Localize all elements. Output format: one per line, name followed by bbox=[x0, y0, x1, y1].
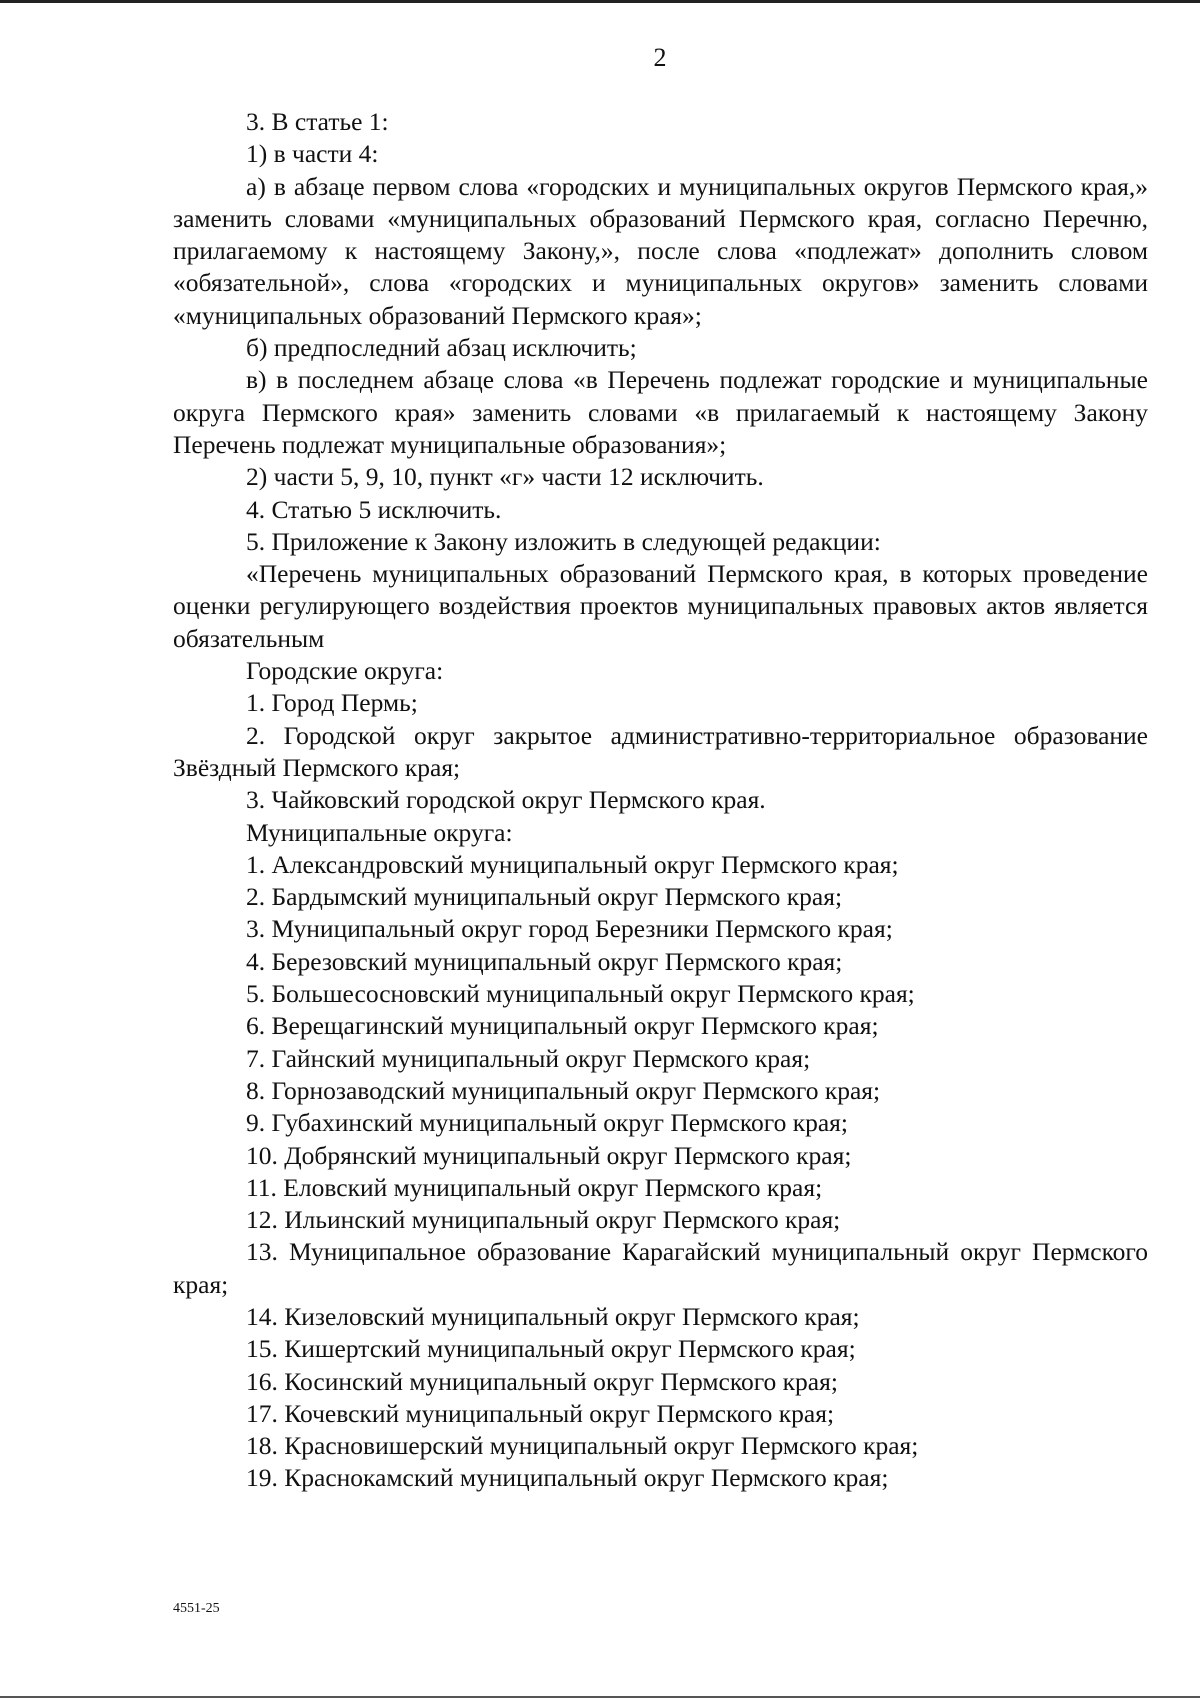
paragraph: 4. Статью 5 исключить. bbox=[246, 494, 502, 524]
list-item: 9. Губахинский муниципальный округ Пермского края; bbox=[246, 1108, 848, 1138]
list-item: 3. Муниципальный округ город Березники Пермского края; bbox=[246, 914, 893, 944]
list-item: 6. Верещагинский муниципальный округ Пермского края; bbox=[246, 1011, 879, 1041]
list-item: 13. Муниципальное образование Карагайский муниципальный округ Пермского края; bbox=[173, 1237, 1148, 1299]
list-item: 18. Красновишерский муниципальный округ Пермского края; bbox=[246, 1431, 919, 1461]
document-body bbox=[173, 106, 1148, 1495]
list-item: 2. Бардымский муниципальный округ Пермского края; bbox=[246, 882, 843, 912]
list-item: 12. Ильинский муниципальный округ Пермского края; bbox=[246, 1205, 841, 1235]
list-item: 1. Город Пермь; bbox=[246, 688, 418, 718]
paragraph: 2) части 5, 9, 10, пункт «г» части 12 исключить. bbox=[246, 462, 764, 492]
list-item: 4. Березовский муниципальный округ Пермского края; bbox=[246, 946, 843, 976]
list-item: 11. Еловский муниципальный округ Пермского края; bbox=[246, 1172, 823, 1202]
scan-edge-top bbox=[0, 0, 1200, 3]
list-item: 14. Кизеловский муниципальный округ Пермского края; bbox=[246, 1301, 860, 1331]
list-item: 15. Кишертский муниципальный округ Пермского края; bbox=[246, 1334, 856, 1364]
list-item: 1. Александровский муниципальный округ Пермского края; bbox=[246, 849, 899, 879]
paragraph: «Перечень муниципальных образований Пермского края, в которых проведение оценки регулирующего воздействия проектов муниципальных правовых актов является обязательным bbox=[173, 559, 1148, 653]
paragraph: 5. Приложение к Закону изложить в следующей редакции: bbox=[246, 526, 881, 556]
list-item: 7. Гайнский муниципальный округ Пермского края; bbox=[246, 1043, 811, 1073]
list-item: 8. Горнозаводский муниципальный округ Пермского края; bbox=[246, 1075, 881, 1105]
section-heading: Муниципальные округа: bbox=[246, 817, 513, 847]
list-item: 5. Большесосновский муниципальный округ Пермского края; bbox=[246, 979, 915, 1009]
paragraph: в) в последнем абзаце слова «в Перечень подлежат городские и муниципальные округа Пермского края» заменить словами «в прилагаемый к настоящему Закону Перечень подлежат муниципальные образования»; bbox=[173, 365, 1148, 459]
paragraph: а) в абзаце первом слова «городских и муниципальных округов Пермского края,» заменить словами «муниципальных образований Пермского края, согласно Перечню, прилагаемому к настоящему Закону,», после слова «подлежат» дополнить словом «обязательной», слова «городских и муниципальных округов» заменить словами «муниципальных образований Пермского края»; bbox=[173, 171, 1148, 330]
paragraph: 1) в части 4: bbox=[246, 139, 379, 169]
list-item: 17. Кочевский муниципальный округ Пермского края; bbox=[246, 1398, 835, 1428]
list-item: 2. Городской округ закрытое административно-территориальное образование Звёздный Пермского края; bbox=[173, 720, 1148, 782]
list-item: 19. Краснокамский муниципальный округ Пермского края; bbox=[246, 1463, 889, 1493]
list-item: 10. Добрянский муниципальный округ Пермского края; bbox=[246, 1140, 852, 1170]
paragraph: б) предпоследний абзац исключить; bbox=[246, 333, 637, 363]
page-number: 2 bbox=[653, 43, 667, 72]
paragraph: 3. В статье 1: bbox=[246, 107, 389, 136]
document-code: 4551-25 bbox=[173, 1601, 220, 1616]
section-heading: Городские округа: bbox=[246, 656, 444, 686]
list-item: 3. Чайковский городской округ Пермского края. bbox=[246, 785, 766, 815]
list-item: 16. Косинский муниципальный округ Пермского края; bbox=[246, 1366, 838, 1396]
